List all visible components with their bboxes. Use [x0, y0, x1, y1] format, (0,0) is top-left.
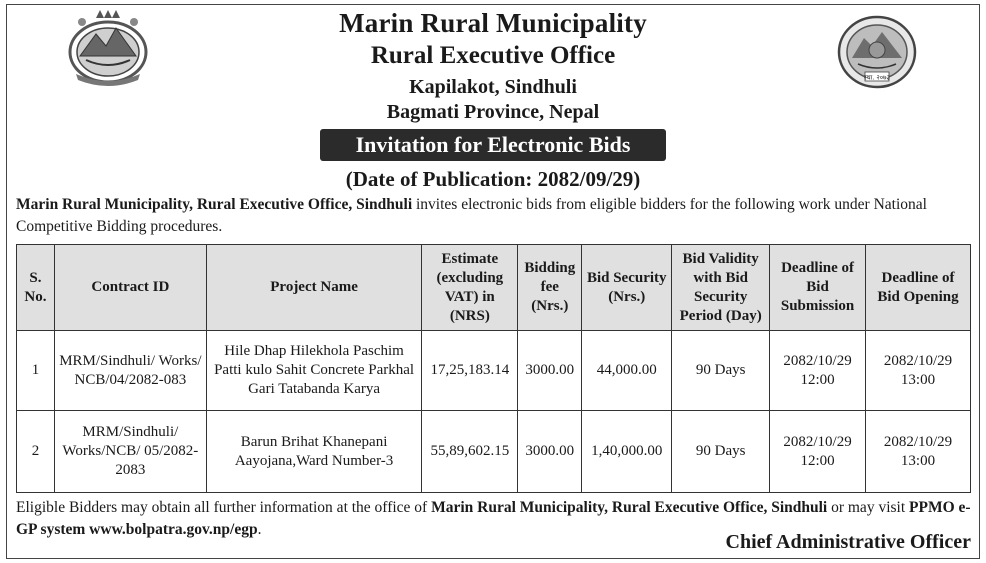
header-deadline-opening: Deadline of Bid Opening [866, 245, 971, 331]
cell-project-name: Barun Brihat Khanepani Aayojana,Ward Number-3 [206, 411, 422, 493]
signature-title: Chief Administrative Officer [725, 531, 971, 553]
cell-bidding-fee: 3000.00 [518, 331, 582, 411]
table-row [17, 411, 971, 493]
cell-contract-id: MRM/Sindhuli/ Works/ NCB/04/2082-083 [54, 331, 206, 411]
office-name: Rural Executive Office [370, 42, 616, 69]
cell-contract-id: MRM/Sindhuli/ Works/NCB/ 05/2082-2083 [54, 411, 206, 493]
cell-project-name: Hile Dhap Hilekhola Paschim Patti kulo Sahit Concrete Parkhal Gari Tatabanda Karya [206, 331, 422, 411]
cell-estimate: 17,25,183.14 [422, 331, 518, 411]
header-bid-security: Bid Security (Nrs.) [582, 245, 672, 331]
footer-egp-link: PPMO e-GP system www.bolpatra.gov.np/egp [16, 499, 971, 538]
intro-rest: invites electronic bids from eligible bidders for the following work under National Competitive Bidding procedures. [16, 196, 927, 235]
seal-text: स्था. २०७३ [864, 73, 890, 82]
location: Kapilakot, Sindhuli [409, 76, 577, 98]
cell-sno: 2 [17, 411, 55, 493]
header-project-name: Project Name [206, 245, 422, 331]
footer-text-3: . [257, 521, 262, 538]
cell-deadline-opening: 2082/10/29 13:00 [866, 331, 971, 411]
cell-bid-validity: 90 Days [672, 331, 770, 411]
footer-text-1: Eligible Bidders may obtain all further information at the office of [16, 499, 432, 516]
header-deadline-submission: Deadline of Bid Submission [770, 245, 866, 331]
province: Bagmati Province, Nepal [386, 101, 600, 123]
cell-sno: 1 [17, 331, 55, 411]
intro-bold: Marin Rural Municipality, Rural Executive Office, Sindhuli [16, 196, 413, 213]
cell-bid-security: 1,40,000.00 [582, 411, 672, 493]
notice-title-banner: Invitation for Electronic Bids [320, 129, 666, 161]
cell-bid-validity: 90 Days [672, 411, 770, 493]
cell-deadline-submission: 2082/10/29 12:00 [770, 331, 866, 411]
header-estimate: Estimate (excluding VAT) in (NRS) [422, 245, 518, 331]
cell-bidding-fee: 3000.00 [518, 411, 582, 493]
publication-date: (Date of Publication: 2082/09/29) [345, 167, 641, 191]
header-bidding-fee: Bidding fee (Nrs.) [518, 245, 582, 331]
table-row [17, 331, 971, 411]
cell-bid-security: 44,000.00 [582, 331, 672, 411]
table-header-row [17, 245, 971, 331]
cell-deadline-submission: 2082/10/29 12:00 [770, 411, 866, 493]
header-bid-validity: Bid Validity with Bid Security Period (Day) [672, 245, 770, 331]
bids-table [16, 244, 971, 493]
footer-text-2: or may visit [827, 499, 910, 516]
cell-deadline-opening: 2082/10/29 13:00 [866, 411, 971, 493]
cell-estimate: 55,89,602.15 [422, 411, 518, 493]
header-contract-id: Contract ID [54, 245, 206, 331]
header-sno: S. No. [17, 245, 55, 331]
intro-paragraph [16, 194, 972, 238]
footer-bold-1: Marin Rural Municipality, Rural Executive Office, Sindhuli [431, 499, 828, 516]
org-name: Marin Rural Municipality [339, 8, 647, 38]
